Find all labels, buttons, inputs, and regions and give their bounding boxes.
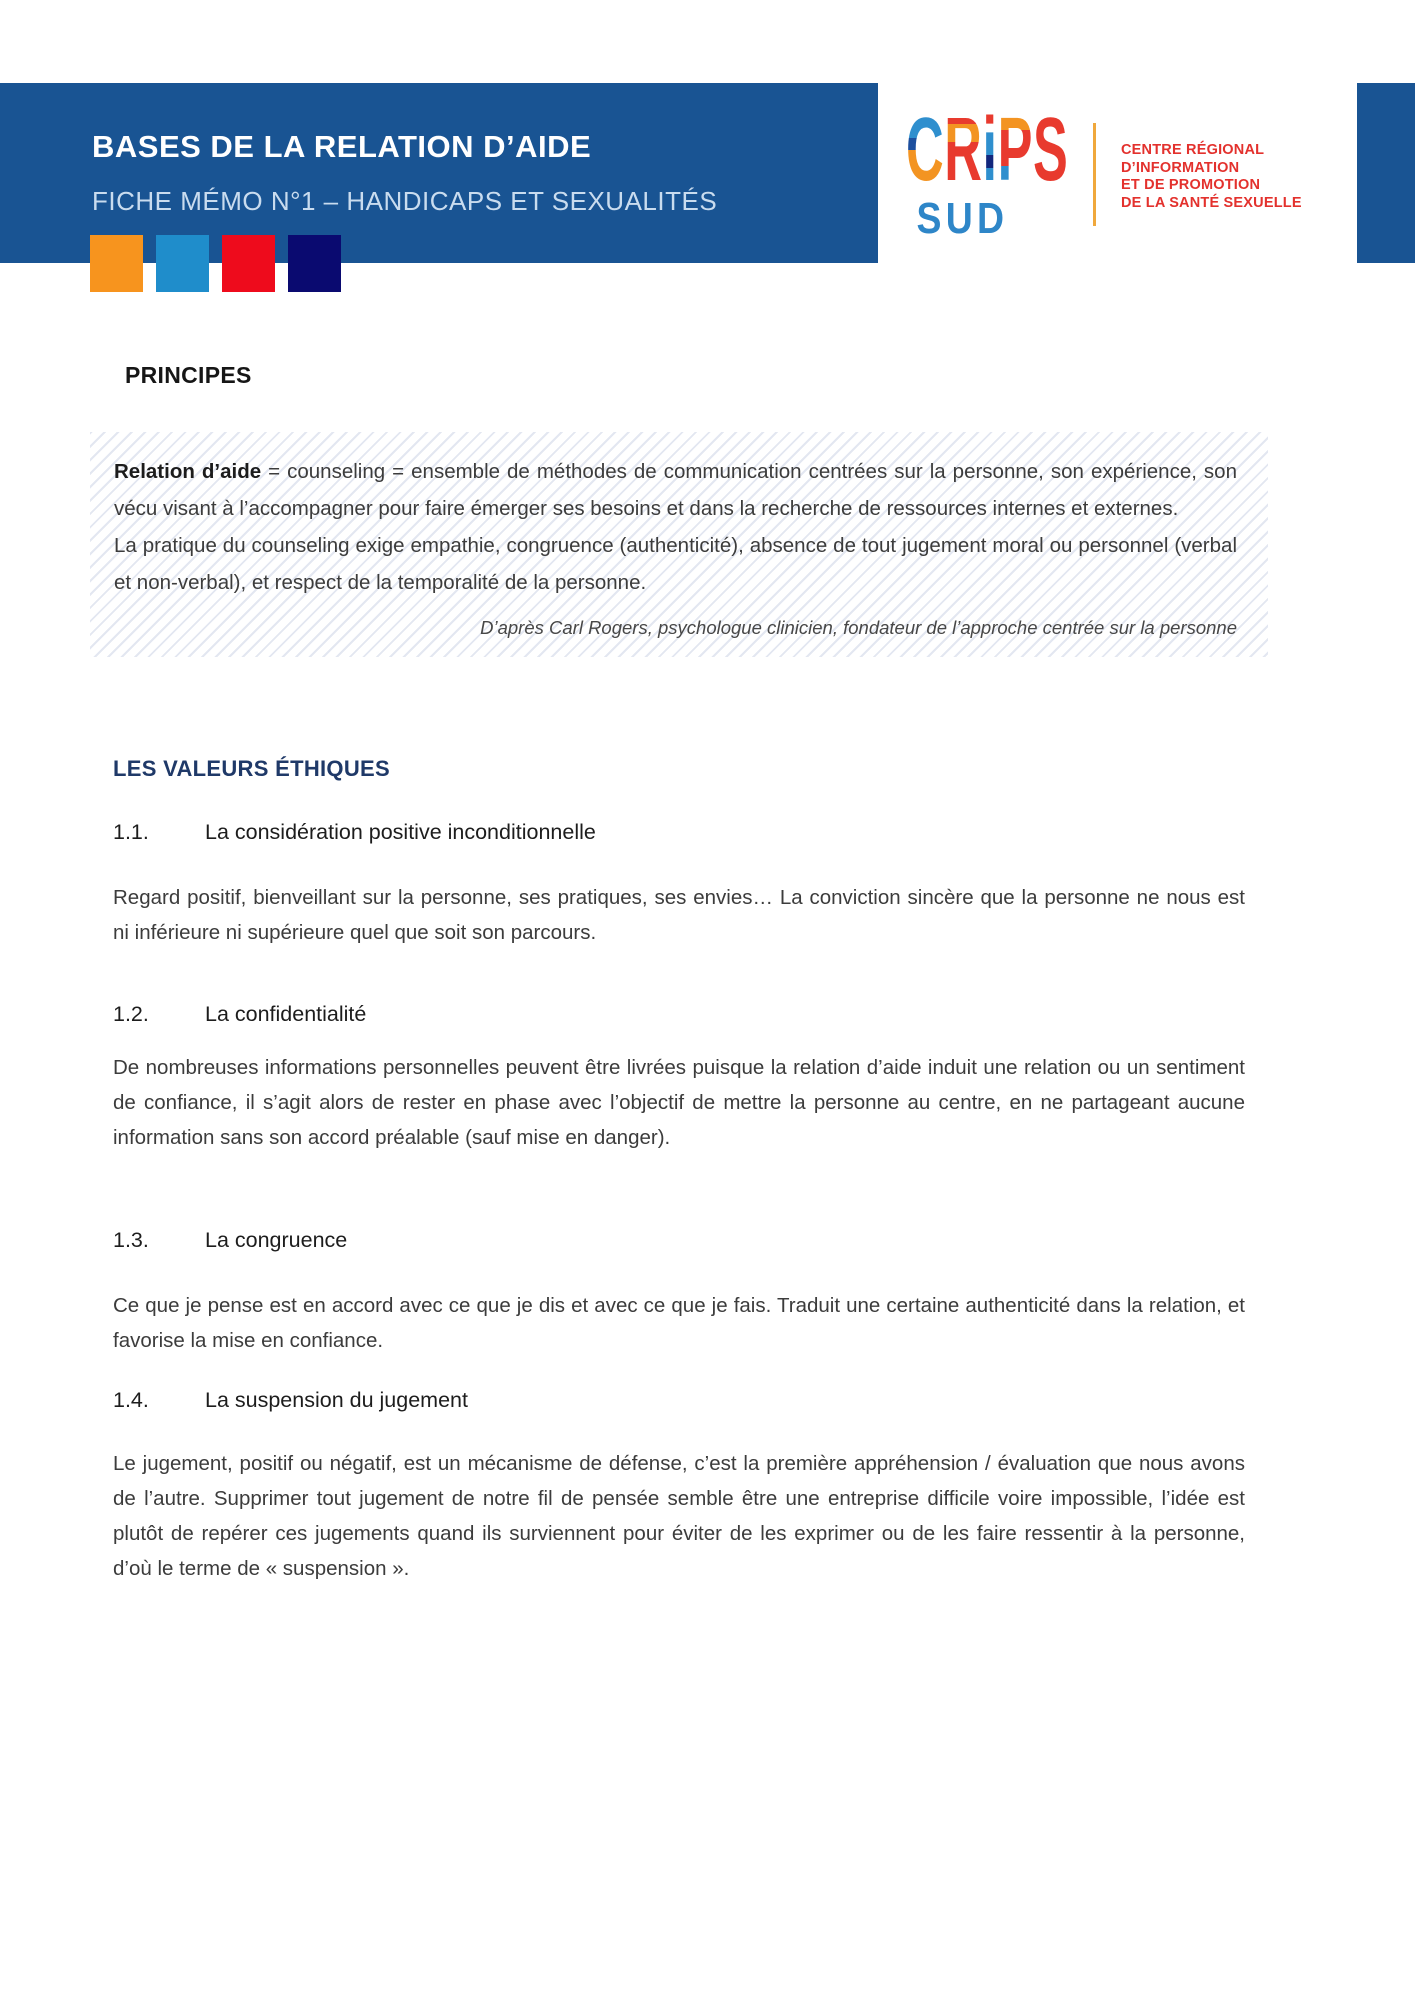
org-line: ET DE PROMOTION xyxy=(1121,177,1261,193)
blue-square xyxy=(156,235,209,292)
definition-paragraph-1 xyxy=(114,453,1237,527)
subsection-heading-1-2 xyxy=(113,1002,1245,1027)
definition-text: = counseling = ensemble de méthodes de communication centrées sur la personne, son expérience, son vécu visant à l’accompagner pour faire émerger ses besoins et dans la recherche de ressources internes et externes. xyxy=(114,460,1237,520)
subsection-body-1-4: Le jugement, positif ou négatif, est un mécanisme de défense, c’est la première appréhension / évaluation que nous avons de l’autre. Supprimer tout jugement de notre fil de pensée semble être une entreprise difficile voire impossible, l’idée est plutôt de repérer ces jugements quand ils surviennent pour éviter de les exprimer ou de les faire ressentir à la personne, d’où le terme de « suspension ». xyxy=(113,1452,1245,1580)
header-banner-right-block xyxy=(1357,83,1415,263)
subsection-body-1-1: Regard positif, bienveillant sur la personne, ses pratiques, ses envies… La conviction sincère que la personne ne nous est ni inférieure ni supérieure quel que soit son parcours. xyxy=(113,886,1245,944)
subsection-heading-1-1 xyxy=(113,820,1245,845)
crips-letter: S xyxy=(1033,100,1069,200)
crips-wordmark xyxy=(906,100,1069,200)
subsection-title: La congruence xyxy=(205,1228,348,1252)
logo-organization-text xyxy=(1121,142,1302,212)
org-line: CENTRE RÉGIONAL xyxy=(1121,142,1265,158)
subsection-title: La suspension du jugement xyxy=(205,1388,468,1412)
subsection-number: 1.4. xyxy=(113,1388,149,1412)
definition-callout-box xyxy=(90,432,1268,657)
section-title-valeurs-ethiques: LES VALEURS ÉTHIQUES xyxy=(113,756,390,781)
section-title-principes: PRINCIPES xyxy=(125,362,252,388)
subsection-title: La considération positive inconditionnelle xyxy=(205,820,596,844)
crips-sud-label: SUD xyxy=(916,194,1009,243)
page-subtitle: FICHE MÉMO N°1 – HANDICAPS ET SEXUALITÉS xyxy=(92,186,718,216)
decorative-squares xyxy=(90,235,341,292)
crips-letter: P xyxy=(997,100,1034,200)
definition-paragraph-2: La pratique du counseling exige empathie, congruence (authenticité), absence de tout jugement moral ou personnel (verbal et non-verbal), et respect de la temporalité de la personne. xyxy=(114,534,1237,594)
org-line: DE LA SANTÉ SEXUELLE xyxy=(1121,194,1302,211)
crips-logo xyxy=(878,83,1357,263)
subsection-heading-1-3 xyxy=(113,1228,1245,1253)
navy-square xyxy=(288,235,341,292)
red-square xyxy=(222,235,275,292)
attribution-line: D’après Carl Rogers, psychologue clinicien, fondateur de l’approche centrée sur la personne xyxy=(480,617,1237,638)
subsection-number: 1.3. xyxy=(113,1228,149,1252)
definition-term: Relation d’aide xyxy=(114,460,262,483)
crips-letter: R xyxy=(944,100,983,200)
subsection-body-1-2: De nombreuses informations personnelles peuvent être livrées puisque la relation d’aide induit une relation ou un sentiment de confiance, il s’agit alors de rester en phase avec l’objectif de mettre la personne au centre, en ne partageant aucune information sans son accord préalable (sauf mise en danger). xyxy=(113,1056,1245,1149)
subsection-number: 1.1. xyxy=(113,820,149,844)
logo-divider xyxy=(1093,123,1096,226)
org-line: D’INFORMATION xyxy=(1121,159,1240,176)
page-title: BASES DE LA RELATION D’AIDE xyxy=(92,129,592,164)
subsection-title: La confidentialité xyxy=(205,1002,367,1026)
crips-letter: C xyxy=(906,100,945,200)
subsection-number: 1.2. xyxy=(113,1002,149,1026)
crips-letter: i xyxy=(982,100,998,200)
orange-square xyxy=(90,235,143,292)
subsection-heading-1-4 xyxy=(113,1388,1245,1413)
subsection-body-1-3: Ce que je pense est en accord avec ce que je dis et avec ce que je fais. Traduit une certaine authenticité dans la relation, et favorise la mise en confiance. xyxy=(113,1294,1245,1352)
